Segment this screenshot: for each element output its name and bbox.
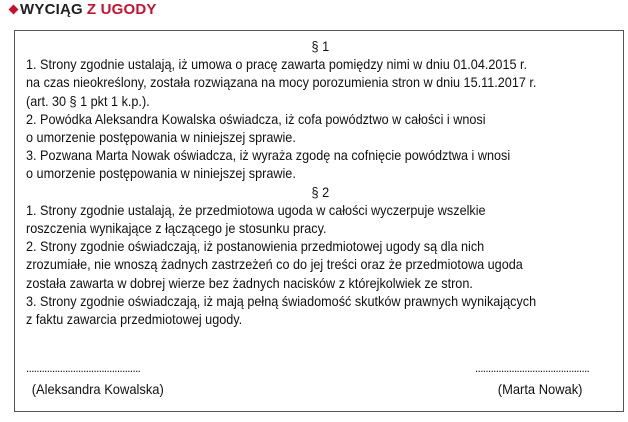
paragraph-line: 3. Pozwana Marta Nowak oświadcza, iż wyraża zgodę na cofnięcie powództwa i wnosi (26, 148, 511, 164)
paragraph-line: 2. Powódka Aleksandra Kowalska oświadcza, iż cofa powództwo w całości i wnosi (26, 111, 486, 127)
header-word-excerpt: WYCIĄG (20, 0, 83, 18)
diamond-icon (9, 4, 19, 14)
section-title: § 1 (311, 39, 330, 54)
header-word-settlement: Z UGODY (86, 0, 157, 18)
paragraph-line: o umorzenie postępowania w niniejszej sprawie. (26, 166, 296, 182)
paragraph-line: została zawarta w dobrej wierze bez żadnych nacisków z którejkolwiek ze stron. (26, 275, 473, 291)
excerpt-header (10, 0, 157, 18)
paragraph-line: 1. Strony zgodnie ustalają, że przedmiotowa ugoda w całości wyczerpuje wszelkie (26, 202, 486, 218)
paragraph-line: 1. Strony zgodnie ustalają, iż umowa o pracę zawarta pomiędzy nimi w dniu 01.04.2015 r. (26, 57, 528, 73)
signature-left (26, 361, 164, 399)
document-body (26, 38, 577, 329)
paragraph-line: o umorzenie postępowania w niniejszej sprawie. (26, 130, 296, 146)
section-title: § 2 (311, 184, 330, 200)
paragraph-line: roszczenia wynikające z łączącego je stosunku pracy. (26, 221, 327, 237)
paragraph-line: 2. Strony zgodnie oświadczają, iż postanowienia przedmiotowej ugody są dla nich (26, 239, 485, 255)
paragraph-line: z faktu zawarcia przedmiotowej ugody. (26, 312, 243, 328)
signature-line: ............................................ (475, 361, 590, 375)
document-frame (14, 30, 624, 412)
signature-line: ............................................ (26, 361, 141, 375)
signature-name-plaintiff: (Aleksandra Kowalska) (31, 382, 164, 397)
paragraph-line: zrozumiałe, nie wnoszą żadnych zastrzeżeń co do jej treści oraz że przedmiotowa ugoda (26, 257, 523, 273)
signature-name-defendant: (Marta Nowak) (497, 382, 583, 397)
paragraph-line: 3. Strony zgodnie oświadczają, iż mają pełną świadomość skutków prawnych wynikających (26, 293, 537, 309)
paragraph-line: na czas nieokreślony, została rozwiązana na mocy porozumienia stron w dniu 15.11.2017 r. (26, 75, 537, 91)
signature-right (475, 361, 589, 399)
paragraph-line: (art. 30 § 1 pkt 1 k.p.). (26, 93, 150, 109)
